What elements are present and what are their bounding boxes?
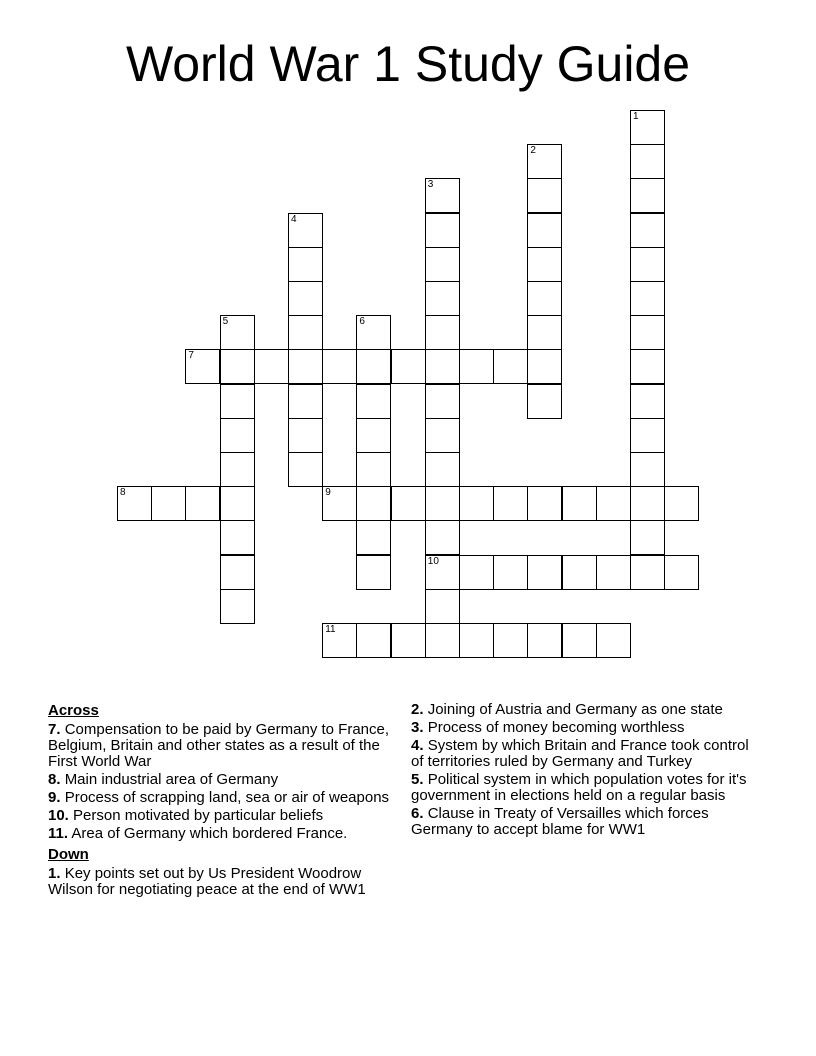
- grid-cell[interactable]: [288, 247, 323, 282]
- clue-number: 6.: [411, 805, 424, 822]
- grid-cell[interactable]: [220, 520, 255, 555]
- grid-cell[interactable]: [220, 384, 255, 419]
- grid-cell[interactable]: [185, 349, 220, 384]
- grid-cell[interactable]: [322, 349, 357, 384]
- grid-cell[interactable]: [630, 384, 665, 419]
- grid-cell[interactable]: [527, 315, 562, 350]
- grid-cell[interactable]: [493, 623, 528, 658]
- clue-number: 8.: [48, 771, 61, 788]
- clue-down-4: [411, 738, 756, 770]
- grid-cell[interactable]: [527, 178, 562, 213]
- cell-number: 6: [359, 316, 365, 328]
- clue-across-7: [48, 722, 398, 770]
- cell-number: 11: [325, 624, 336, 635]
- cell-number: 8: [120, 487, 126, 499]
- grid-cell[interactable]: [596, 623, 631, 658]
- clue-across-8: [48, 772, 398, 788]
- clue-text: Process of scrapping land, sea or air of weapons: [64, 789, 390, 806]
- down-heading: Down: [48, 846, 89, 863]
- clue-number: 11.: [48, 825, 69, 842]
- clue-across-11: [48, 826, 398, 842]
- grid-cell[interactable]: [664, 555, 699, 590]
- cell-number: 4: [291, 213, 297, 225]
- cell-number: 9: [325, 487, 331, 499]
- across-heading: Across: [48, 702, 99, 719]
- clues-right-column: [411, 702, 756, 840]
- clue-down-3: [411, 720, 756, 736]
- grid-cell[interactable]: [254, 349, 289, 384]
- grid-cell[interactable]: [356, 623, 391, 658]
- grid-cell[interactable]: [425, 486, 460, 521]
- grid-cell[interactable]: [459, 349, 494, 384]
- grid-cell[interactable]: [630, 418, 665, 453]
- grid-cell[interactable]: [527, 247, 562, 282]
- grid-cell[interactable]: [630, 349, 665, 384]
- grid-cell[interactable]: [151, 486, 186, 521]
- grid-cell[interactable]: [356, 384, 391, 419]
- grid-cell[interactable]: [630, 555, 665, 590]
- grid-cell[interactable]: [220, 452, 255, 487]
- grid-cell[interactable]: [117, 486, 152, 521]
- grid-cell[interactable]: [288, 315, 323, 350]
- grid-cell[interactable]: [425, 589, 460, 624]
- cell-number: 10: [427, 555, 439, 567]
- grid-cell[interactable]: [356, 486, 391, 521]
- cell-number: 1: [633, 111, 639, 122]
- grid-cell[interactable]: [527, 349, 562, 384]
- cell-number: 3: [427, 179, 434, 191]
- cell-number: 2: [530, 145, 536, 157]
- grid-cell[interactable]: [630, 452, 665, 487]
- grid-cell[interactable]: [425, 623, 460, 658]
- grid-cell[interactable]: [220, 589, 255, 624]
- cell-number: 5: [222, 316, 229, 328]
- grid-cell[interactable]: [391, 349, 426, 384]
- grid-cell[interactable]: [220, 349, 255, 384]
- clue-down-1: [48, 866, 398, 898]
- clue-number: 10.: [48, 807, 69, 824]
- clue-text: Process of money becoming worthless: [427, 719, 685, 736]
- grid-cell[interactable]: [391, 623, 426, 658]
- grid-cell[interactable]: [630, 144, 665, 179]
- clue-number: 9.: [48, 789, 61, 806]
- grid-cell[interactable]: [562, 486, 597, 521]
- grid-cell[interactable]: [220, 555, 255, 590]
- grid-cell[interactable]: [425, 281, 460, 316]
- grid-cell[interactable]: [630, 315, 665, 350]
- clue-number: 7.: [48, 721, 61, 738]
- grid-cell[interactable]: [630, 110, 665, 145]
- grid-cell[interactable]: [288, 213, 323, 248]
- grid-cell[interactable]: [322, 486, 357, 521]
- grid-cell[interactable]: [356, 452, 391, 487]
- grid-cell[interactable]: [288, 418, 323, 453]
- grid-cell[interactable]: [220, 315, 255, 350]
- grid-cell[interactable]: [220, 418, 255, 453]
- grid-cell[interactable]: [527, 213, 562, 248]
- grid-cell[interactable]: [562, 623, 597, 658]
- clue-across-10: [48, 808, 398, 824]
- grid-cell[interactable]: [425, 247, 460, 282]
- grid-cell[interactable]: [527, 281, 562, 316]
- grid-cell[interactable]: [630, 213, 665, 248]
- grid-cell[interactable]: [527, 486, 562, 521]
- grid-cell[interactable]: [425, 520, 460, 555]
- clue-down-5: [411, 772, 756, 804]
- grid-cell[interactable]: [459, 486, 494, 521]
- clue-text: Compensation to be paid by Germany to France, Belgium, Britain and other states as a result of the First World War: [48, 721, 390, 770]
- grid-cell[interactable]: [425, 418, 460, 453]
- grid-cell[interactable]: [425, 315, 460, 350]
- grid-cell[interactable]: [630, 178, 665, 213]
- grid-cell[interactable]: [220, 486, 255, 521]
- grid-cell[interactable]: [630, 486, 665, 521]
- page-title: World War 1 Study Guide: [125, 36, 691, 92]
- grid-cell[interactable]: [630, 281, 665, 316]
- grid-cell[interactable]: [288, 349, 323, 384]
- grid-cell[interactable]: [322, 623, 357, 658]
- clue-across-9: [48, 790, 398, 806]
- clue-number: 4.: [411, 737, 424, 754]
- clue-down-2: [411, 702, 756, 718]
- grid-cell[interactable]: [562, 555, 597, 590]
- clue-text: Political system in which population votes for it's government in elections held on a regular basis: [411, 771, 747, 804]
- clue-text: Joining of Austria and Germany as one state: [427, 701, 723, 718]
- grid-cell[interactable]: [288, 281, 323, 316]
- clue-text: Clause in Treaty of Versailles which forces Germany to accept blame for WW1: [411, 805, 709, 838]
- clue-number: 5.: [411, 771, 424, 788]
- clue-text: Person motivated by particular beliefs: [73, 807, 324, 824]
- grid-cell[interactable]: [425, 349, 460, 384]
- grid-cell[interactable]: [596, 486, 631, 521]
- grid-cell[interactable]: [425, 213, 460, 248]
- clues-left-column: [48, 702, 398, 900]
- grid-cell[interactable]: [356, 349, 391, 384]
- clue-text: Main industrial area of Germany: [64, 771, 279, 788]
- clue-text: Key points set out by Us President Woodrow Wilson for negotiating peace at the end of WW1: [48, 865, 366, 898]
- clue-text: System by which Britain and France took control of territories ruled by Germany and Turkey: [411, 737, 749, 770]
- grid-cell[interactable]: [356, 520, 391, 555]
- cell-number: 7: [188, 350, 194, 362]
- grid-cell[interactable]: [527, 144, 562, 179]
- grid-cell[interactable]: [356, 555, 391, 590]
- grid-cell[interactable]: [493, 349, 528, 384]
- grid-cell[interactable]: [527, 384, 562, 419]
- grid-cell[interactable]: [527, 555, 562, 590]
- grid-cell[interactable]: [493, 555, 528, 590]
- clue-number: 3.: [411, 719, 424, 736]
- clue-number: 2.: [411, 701, 424, 718]
- grid-cell[interactable]: [630, 247, 665, 282]
- clue-down-6: [411, 806, 756, 838]
- grid-cell[interactable]: [288, 384, 323, 419]
- grid-cell[interactable]: [664, 486, 699, 521]
- grid-cell[interactable]: [425, 452, 460, 487]
- grid-cell[interactable]: [356, 418, 391, 453]
- grid-cell[interactable]: [185, 486, 220, 521]
- grid-cell[interactable]: [459, 623, 494, 658]
- grid-cell[interactable]: [356, 315, 391, 350]
- grid-cell[interactable]: [596, 555, 631, 590]
- grid-cell[interactable]: [425, 384, 460, 419]
- grid-cell[interactable]: [493, 486, 528, 521]
- grid-cell[interactable]: [425, 178, 460, 213]
- clue-number: 1.: [48, 865, 61, 882]
- clue-text: Area of Germany which bordered France.: [71, 825, 348, 842]
- grid-cell[interactable]: [288, 452, 323, 487]
- grid-cell[interactable]: [630, 520, 665, 555]
- grid-cell[interactable]: [459, 555, 494, 590]
- grid-cell[interactable]: [391, 486, 426, 521]
- grid-cell[interactable]: [527, 623, 562, 658]
- grid-cell[interactable]: [425, 555, 460, 590]
